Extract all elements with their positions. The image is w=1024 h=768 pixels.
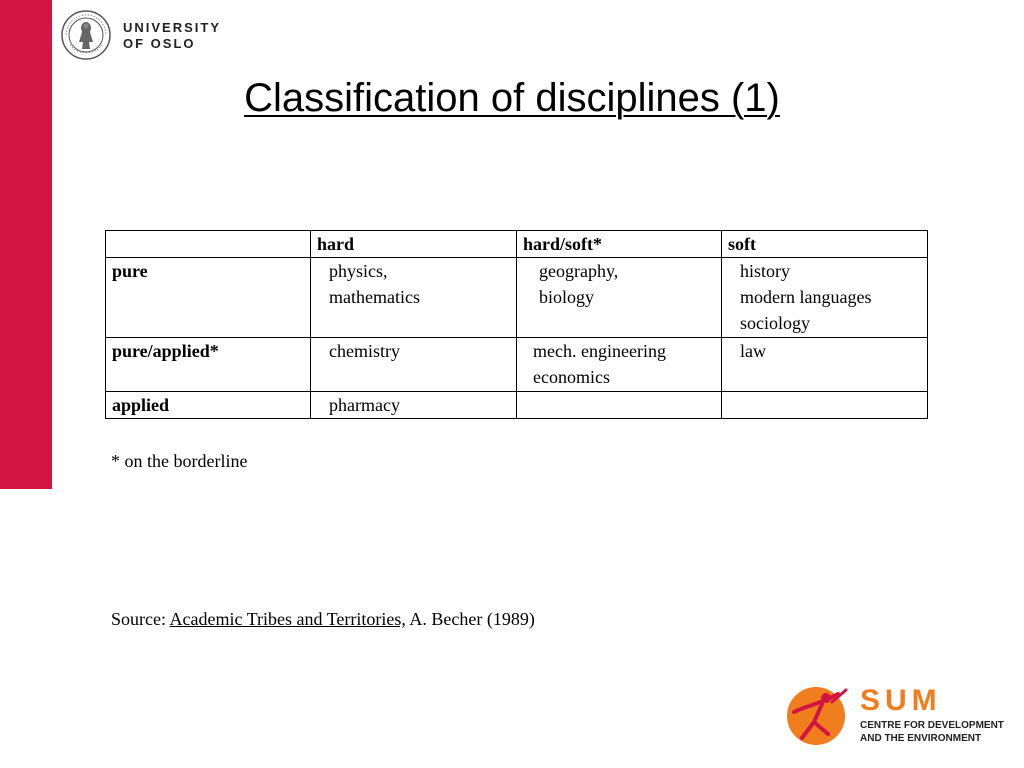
university-name-line1: UNIVERSITY <box>123 20 222 35</box>
table-row <box>106 338 928 392</box>
university-name-line2: OF OSLO <box>123 36 196 51</box>
table-cell <box>311 258 517 338</box>
table-header-hard-soft: hard/soft* <box>517 231 722 258</box>
source-citation <box>111 607 535 631</box>
cell-text: mech. engineering economics <box>533 341 666 387</box>
table-cell <box>311 338 517 392</box>
row-label-pure-applied: pure/applied* <box>106 338 311 392</box>
cell-text: physics, mathematics <box>329 261 420 307</box>
table-cell <box>311 392 517 419</box>
row-label-pure: pure <box>106 258 311 338</box>
cell-text: chemistry <box>329 341 400 361</box>
table-cell <box>517 392 722 419</box>
table-row <box>106 392 928 419</box>
slide-title-text: Classification of disciplines (1) <box>244 76 780 120</box>
source-book-title: Academic Tribes and Territories, <box>169 609 406 629</box>
source-prefix: Source: <box>111 609 166 629</box>
cell-text: pharmacy <box>329 395 400 415</box>
table-header-hard: hard <box>311 231 517 258</box>
sum-figure-logo <box>786 682 852 748</box>
row-label-applied: applied <box>106 392 311 419</box>
sum-logo-wordmark: SUM <box>860 684 942 717</box>
sum-subtitle-line1: CENTRE FOR DEVELOPMENT <box>860 720 1004 731</box>
source-author-year: A. Becher (1989) <box>409 609 535 629</box>
cell-text: geography, biology <box>539 261 619 307</box>
table-cell <box>517 258 722 338</box>
footnote: * on the borderline <box>111 451 248 471</box>
sum-logo-subtitle <box>860 719 1004 745</box>
table-cell <box>722 392 928 419</box>
disciplines-table <box>105 230 928 419</box>
cell-text: history modern languages sociology <box>740 261 872 333</box>
sum-subtitle-line2: AND THE ENVIRONMENT <box>860 733 982 744</box>
university-name <box>123 20 221 52</box>
table-cell <box>722 258 928 338</box>
slide-title <box>0 72 1024 124</box>
table-row <box>106 258 928 338</box>
table-cell <box>722 338 928 392</box>
university-seal-logo <box>60 9 112 61</box>
table-header-row <box>106 231 928 258</box>
table-header-cell-empty <box>106 231 311 258</box>
table-cell <box>517 338 722 392</box>
cell-text: law <box>740 341 766 361</box>
table-header-soft: soft <box>722 231 928 258</box>
